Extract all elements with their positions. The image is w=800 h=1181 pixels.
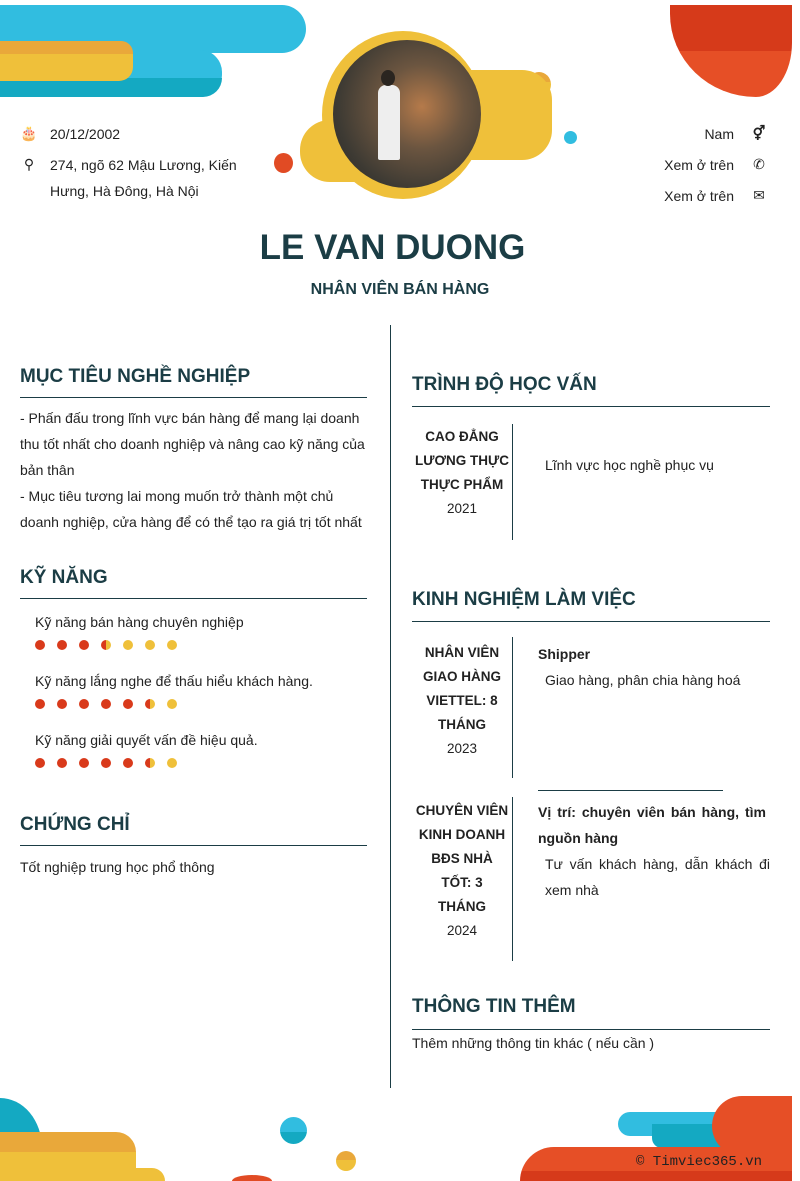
rating-dot: [57, 699, 67, 709]
divider: [20, 845, 367, 846]
rating-dot: [167, 699, 177, 709]
school-name: [412, 425, 512, 521]
education-desc: Lĩnh vực học nghề phục vụ: [545, 457, 714, 473]
objective-line: bản thân: [20, 462, 75, 478]
rating-dot: [145, 758, 155, 768]
profile-photo: [333, 40, 481, 188]
education-year: 2021: [446, 501, 478, 516]
rating-dot: [101, 758, 111, 768]
gender-icon: ⚥: [752, 125, 766, 141]
company-line: NHÂN VIÊN: [424, 645, 500, 660]
deco-dot: [564, 131, 577, 144]
experience-heading: KINH NGHIỆM LÀM VIỆC: [412, 589, 636, 610]
address-line: 274, ngõ 62 Mậu Lương, Kiến: [50, 157, 237, 173]
experience-year: 2023: [446, 741, 478, 756]
divider: [412, 406, 770, 407]
rating-dot: [167, 758, 177, 768]
rating-dot: [79, 699, 89, 709]
cake-icon: 🎂: [20, 125, 38, 141]
company-name: [412, 799, 512, 943]
company-line: VIETTEL: 8: [426, 693, 498, 708]
education-heading: TRÌNH ĐỘ HỌC VẤN: [412, 374, 597, 395]
divider: [20, 598, 367, 599]
address-line: Hưng, Hà Đông, Hà Nội: [50, 183, 199, 199]
experience-role: Shipper: [538, 646, 591, 662]
deco-cloud-yellow: [0, 1168, 165, 1181]
gender-value: Nam: [704, 125, 734, 142]
location-pin-icon: ⚲: [23, 156, 35, 172]
rating-dot: [35, 699, 45, 709]
deco-dot: [336, 1151, 356, 1171]
rating-dot: [79, 640, 89, 650]
objective-line: - Mục tiêu tương lai mong muốn trở thành một chủ: [20, 488, 334, 504]
experience-year: 2024: [446, 923, 478, 938]
rating-dot: [123, 640, 133, 650]
rating-dot: [167, 640, 177, 650]
rating-dot: [79, 758, 89, 768]
company-line: GIAO HÀNG: [422, 669, 501, 684]
birthday: [20, 125, 120, 142]
birthday-value: 20/12/2002: [50, 125, 121, 142]
skill-name: Kỹ năng lắng nghe để thấu hiểu khách hàng.: [35, 673, 313, 689]
skill-name: Kỹ năng giải quyết vấn đề hiệu quả.: [35, 732, 258, 748]
email: [664, 187, 768, 204]
rating-dot: [101, 640, 111, 650]
email-value: Xem ở trên: [664, 187, 734, 204]
extra-text: Thêm những thông tin khác ( nếu cần ): [412, 1035, 655, 1051]
company-line: KINH DOANH: [418, 827, 506, 842]
column-divider: [390, 325, 391, 1088]
envelope-icon: ✉: [753, 187, 765, 203]
gender: [704, 125, 768, 142]
job-title: NHÂN VIÊN BÁN HÀNG: [310, 281, 490, 298]
company-line: THÁNG: [438, 717, 486, 732]
divider: [538, 790, 723, 791]
objective-line: thu tốt nhất cho doanh nghiệp và nâng cao kỹ năng của: [20, 436, 365, 452]
extra-heading: THÔNG TIN THÊM: [412, 996, 576, 1017]
phone: [664, 156, 768, 173]
deco-dot: [274, 153, 293, 173]
divider: [512, 637, 513, 778]
objective-line: - Phấn đấu trong lĩnh vực bán hàng để mang lại doanh: [20, 410, 360, 426]
rating-dot: [35, 640, 45, 650]
divider: [512, 424, 513, 540]
school-line: LƯƠNG THỰC: [415, 453, 509, 468]
company-line: THÁNG: [438, 899, 486, 914]
rating-dot: [57, 758, 67, 768]
company-line: BĐS NHÀ: [431, 851, 493, 866]
phone-icon: ✆: [753, 156, 765, 172]
phone-value: Xem ở trên: [664, 156, 734, 173]
skills-heading: KỸ NĂNG: [20, 567, 108, 588]
skill-rating: [35, 640, 177, 650]
school-line: THỰC PHẨM: [420, 477, 504, 492]
divider: [20, 397, 367, 398]
deco-dot: [280, 1117, 307, 1144]
certificate-text: Tốt nghiệp trung học phổ thông: [20, 859, 215, 875]
divider: [512, 797, 513, 961]
deco-dot: [232, 1175, 272, 1181]
rating-dot: [145, 640, 155, 650]
rating-dot: [123, 699, 133, 709]
objective-line: doanh nghiệp, cửa hàng để có thể tạo ra giá trị tốt nhất: [20, 514, 362, 530]
skill-rating: [35, 699, 177, 709]
rating-dot: [123, 758, 133, 768]
objective-text: [20, 405, 367, 535]
address: [20, 156, 237, 204]
rating-dot: [145, 699, 155, 709]
rating-dot: [35, 758, 45, 768]
rating-dot: [101, 699, 111, 709]
certificates-heading: CHỨNG CHỈ: [20, 814, 130, 835]
company-line: CHUYÊN VIÊN: [415, 803, 509, 818]
school-line: CAO ĐẲNG: [425, 429, 499, 444]
skill-rating: [35, 758, 177, 768]
experience-role: Vị trí: chuyên viên bán hàng, tìm nguồn hàng: [538, 804, 766, 846]
copyright: © Timviec365.vn: [636, 1154, 763, 1170]
deco-cloud-orange: [0, 41, 133, 54]
objective-heading: MỤC TIÊU NGHỀ NGHIỆP: [20, 366, 251, 387]
rating-dot: [57, 640, 67, 650]
divider: [412, 621, 770, 622]
skill-name: Kỹ năng bán hàng chuyên nghiệp: [35, 614, 244, 630]
experience-desc: Tư vấn khách hàng, dẫn khách đi xem nhà: [545, 856, 770, 898]
deco-circle-red: [670, 5, 792, 97]
company-name: [412, 641, 512, 761]
company-line: TỐT: 3: [441, 875, 483, 890]
candidate-name: LE VAN DUONG: [259, 228, 526, 267]
experience-desc: Giao hàng, phân chia hàng hoá: [545, 672, 741, 688]
